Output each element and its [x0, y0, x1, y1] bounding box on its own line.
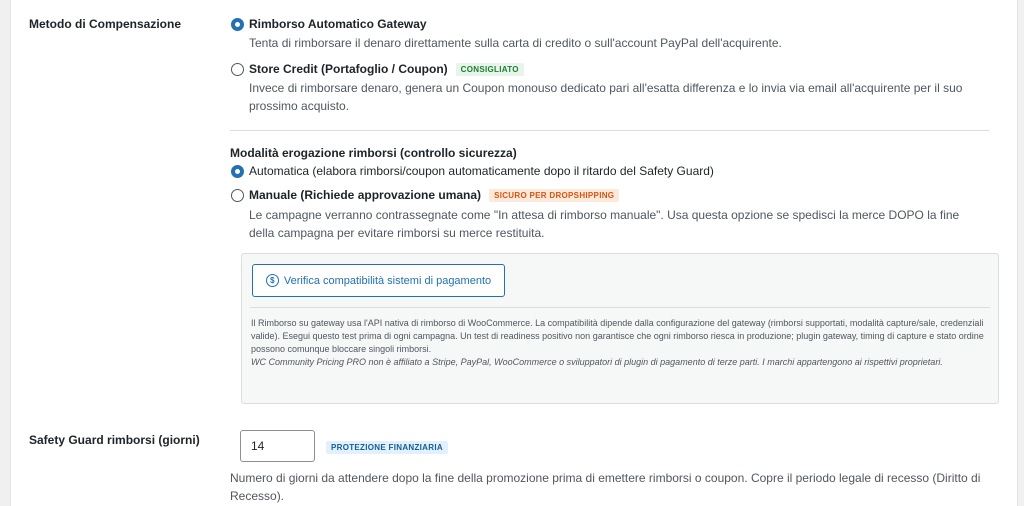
safety-guard-desc: Numero di giorni da attendere dopo la fine della promozione prima di emettere rimborsi o coupon. Copre il periodo legale di recesso (Diritto di Recesso).: [230, 471, 981, 503]
option-gateway-title[interactable]: Rimborso Automatico Gateway: [249, 17, 427, 31]
option-gateway-desc: Tenta di rimborsare il denaro direttamente sulla carta di credito o sull'account PayPal dell'acquirente.: [249, 36, 782, 50]
option-manual-desc: Le campagne verranno contrassegnate come "In attesa di rimborso manuale". Usa questa opzione se spedisci la merce DOPO la fine della campagna per evitare rimborsi su merce restituita.: [249, 208, 960, 240]
option-automatic-title[interactable]: Automatica (elabora rimborsi/coupon automaticamente dopo il ritardo del Safety Guard): [249, 164, 714, 178]
compatibility-info: [251, 317, 986, 369]
option-store-credit-desc: Invece di rimborsare denaro, genera un Coupon monouso dedicato pari all'esatta differenza e lo invia via email all'acquirente per il suo prossimo acquisto.: [249, 81, 963, 113]
compatibility-info-text: Il Rimborso su gateway usa l'API nativa di rimborso di WooCommerce. La compatibilità dipende dalla configurazione del gateway (rimborsi supportati, modalità capture/sale, credenziali valide). Esegui questo test prima di ogni campagna. Un test di readiness positivo non garantisce che ogni rimborso riesca in produzione; plugin gateway, timing di capture e stato ordine possono comunque bloccare singoli rimborsi.: [251, 318, 984, 354]
financial-protection-badge: PROTEZIONE FINANZIARIA: [326, 441, 448, 454]
option-store-credit-row: [249, 62, 524, 76]
safety-guard-days-input[interactable]: [240, 430, 315, 462]
verify-compatibility-button[interactable]: [252, 264, 505, 297]
compatibility-disclaimer: WC Community Pricing PRO non è affiliato a Stripe, PayPal, WooCommerce o sviluppatori di plugin di pagamento di terze parti. I marchi appartengono ai rispettivi proprietari.: [251, 357, 943, 367]
verify-compatibility-label: Verifica compatibilità sistemi di pagamento: [283, 274, 492, 287]
dropshipping-badge: SICURO PER DROPSHIPPING: [489, 189, 619, 202]
radio-store-credit[interactable]: [231, 63, 244, 76]
option-store-credit-title[interactable]: Store Credit (Portafoglio / Coupon): [249, 62, 448, 76]
option-manual-title[interactable]: Manuale (Richiede approvazione umana): [249, 188, 482, 202]
radio-gateway-refund[interactable]: [231, 18, 244, 31]
safety-guard-label: Safety Guard rimborsi (giorni): [29, 433, 200, 447]
settings-panel: [10, 0, 1018, 506]
divider: [230, 130, 989, 131]
box-divider: [250, 307, 990, 308]
compatibility-box: [241, 253, 999, 404]
method-label: Metodo di Compensazione: [29, 17, 182, 31]
radio-automatic[interactable]: [231, 165, 244, 178]
recommended-badge: CONSIGLIATO: [456, 63, 524, 76]
dollar-coin-icon: $: [266, 274, 279, 287]
radio-manual[interactable]: [231, 189, 244, 202]
delivery-heading: Modalità erogazione rimborsi (controllo sicurezza): [230, 146, 517, 160]
option-manual-row: [249, 188, 619, 202]
